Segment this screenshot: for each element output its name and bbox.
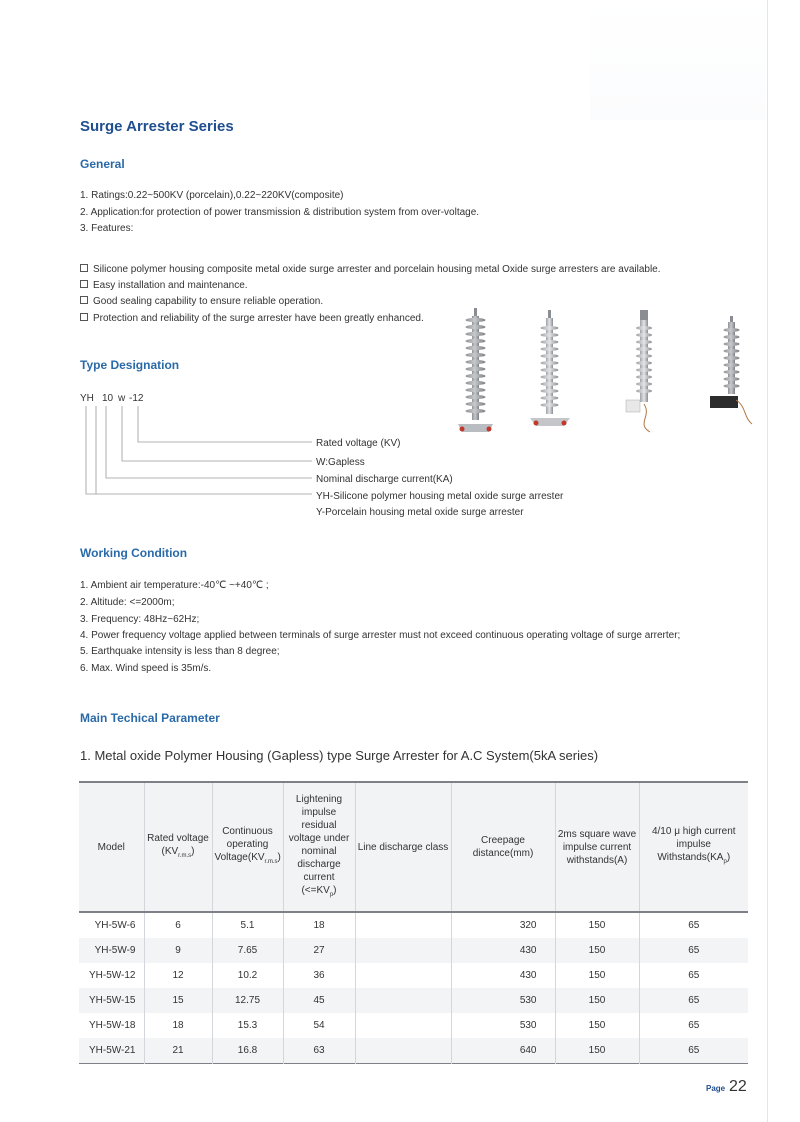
header-sub: p bbox=[329, 891, 334, 898]
cell-continuous: 16.8 bbox=[212, 1038, 283, 1064]
cell-lightening: 36 bbox=[283, 963, 355, 988]
header-line-discharge bbox=[355, 782, 451, 912]
code-part-12: -12 bbox=[129, 393, 144, 404]
header-text: Line discharge class bbox=[357, 841, 449, 853]
cell-high: 65 bbox=[639, 912, 748, 938]
table-row bbox=[79, 1038, 748, 1064]
designation-label-y: Y-Porcelain housing metal oxide surge arrester bbox=[316, 507, 524, 518]
table-header-row bbox=[79, 782, 748, 912]
feature-text: Easy installation and maintenance. bbox=[93, 280, 248, 291]
header-text: Creepage distance(mm) bbox=[472, 835, 534, 859]
table-row bbox=[79, 912, 748, 938]
header-square-wave bbox=[555, 782, 639, 912]
general-heading: General bbox=[80, 157, 125, 171]
arrester-4-image bbox=[710, 316, 752, 424]
header-model bbox=[79, 782, 144, 912]
arrester-3-image bbox=[626, 310, 652, 432]
cell-rated: 18 bbox=[144, 1013, 212, 1038]
cell-lightening: 45 bbox=[283, 988, 355, 1013]
header-model-text: Model bbox=[97, 841, 125, 853]
page-title: Surge Arrester Series bbox=[80, 118, 234, 135]
header-rated-voltage bbox=[144, 782, 212, 912]
header-text: 2ms square wave impulse current withstands(A) bbox=[557, 828, 637, 866]
header-text: ) bbox=[726, 852, 731, 863]
parameter-table bbox=[79, 781, 748, 1064]
condition-item: 6. Max. Wind speed is 35m/s. bbox=[80, 663, 212, 674]
header-text: (KV bbox=[161, 845, 179, 857]
surge-arrester-photos bbox=[440, 308, 760, 440]
cell-square: 150 bbox=[555, 912, 639, 938]
checkbox-icon bbox=[80, 264, 88, 272]
cell-lightening: 63 bbox=[283, 1038, 355, 1064]
cell-high: 65 bbox=[639, 1038, 748, 1064]
feature-item bbox=[80, 296, 323, 307]
cell-square: 150 bbox=[555, 938, 639, 963]
checkbox-icon bbox=[80, 313, 88, 321]
header-creepage bbox=[451, 782, 555, 912]
cell-rated: 12 bbox=[144, 963, 212, 988]
cell-model: YH-5W-6 bbox=[94, 920, 136, 931]
cell-line bbox=[355, 963, 451, 988]
feature-text: Silicone polymer housing composite metal oxide surge arrester and porcelain housing metal Oxide surge arresters are available. bbox=[93, 264, 661, 275]
cell-lightening: 54 bbox=[283, 1013, 355, 1038]
designation-label-nominal: Nominal discharge current(KA) bbox=[316, 474, 453, 485]
table-title: 1. Metal oxide Polymer Housing (Gapless) type Surge Arrester for A.C System(5kA series) bbox=[80, 748, 599, 763]
cell-square: 150 bbox=[555, 988, 639, 1013]
designation-connector-lines bbox=[80, 404, 320, 504]
cell-rated: 9 bbox=[144, 938, 212, 963]
header-sub: r.m.s bbox=[178, 852, 192, 859]
cell-lightening: 18 bbox=[283, 912, 355, 938]
header-high-current bbox=[639, 782, 748, 912]
cell-rated: 15 bbox=[144, 988, 212, 1013]
cell-model: YH-5W-15 bbox=[79, 988, 144, 1013]
header-text: ) bbox=[277, 852, 281, 863]
cell-line bbox=[355, 1013, 451, 1038]
table-row bbox=[79, 1013, 748, 1038]
page-label: Page bbox=[706, 1084, 726, 1093]
cell-model: YH-5W-9 bbox=[79, 938, 144, 963]
cell-creepage: 320 bbox=[451, 912, 555, 938]
header-text: ) bbox=[191, 845, 195, 857]
header-sub: r.m.s bbox=[264, 859, 278, 865]
cell-continuous: 10.2 bbox=[212, 963, 283, 988]
cell-line bbox=[355, 1038, 451, 1064]
arrester-1-image bbox=[458, 308, 493, 432]
general-item-3: 3. Features: bbox=[80, 223, 134, 234]
checkbox-icon bbox=[80, 280, 88, 288]
page-number: 22 bbox=[729, 1078, 747, 1095]
working-condition-heading: Working Condition bbox=[80, 546, 188, 560]
feature-text: Good sealing capability to ensure reliable operation. bbox=[93, 296, 324, 307]
header-text: Rated voltage bbox=[147, 832, 209, 844]
arrester-2-image bbox=[530, 310, 570, 426]
header-continuous-voltage bbox=[212, 782, 283, 912]
cell-continuous: 5.1 bbox=[212, 912, 283, 938]
cell-creepage: 640 bbox=[451, 1038, 555, 1064]
cell-creepage: 530 bbox=[451, 988, 555, 1013]
condition-item: 4. Power frequency voltage applied between terminals of surge arrester must not exceed continuous operating voltage of surge arrerter; bbox=[80, 630, 681, 641]
cell-high: 65 bbox=[639, 963, 748, 988]
cell-rated: 6 bbox=[144, 912, 212, 938]
page-edge-rule bbox=[767, 0, 768, 1122]
cell-model: YH-5W-18 bbox=[89, 1020, 136, 1031]
cell-continuous: 7.65 bbox=[212, 938, 283, 963]
header-text: Continuous operating Voltage(KV bbox=[214, 826, 273, 863]
cell-model: YH-5W-21 bbox=[79, 1038, 144, 1064]
cell-creepage: 430 bbox=[451, 938, 555, 963]
designation-label-gapless: W:Gapless bbox=[316, 457, 365, 468]
designation-label-yh: YH-Silicone polymer housing metal oxide surge arrester bbox=[316, 491, 564, 502]
cell-lightening: 27 bbox=[283, 938, 355, 963]
table-row bbox=[79, 938, 748, 963]
cell-high: 65 bbox=[639, 988, 748, 1013]
cell-line bbox=[355, 938, 451, 963]
header-lightening-impulse bbox=[283, 782, 355, 912]
feature-item bbox=[80, 313, 424, 324]
feature-text: Protection and reliability of the surge arrester have been greatly enhanced. bbox=[93, 313, 424, 324]
feature-item bbox=[80, 280, 248, 291]
header-shade bbox=[590, 0, 766, 120]
checkbox-icon bbox=[80, 296, 88, 304]
cell-creepage: 530 bbox=[451, 1013, 555, 1038]
header-text: Lightening impulse residual voltage under nominal discharge current (<=KV bbox=[288, 793, 350, 896]
code-part-10: 10 bbox=[102, 393, 114, 404]
general-item-1: 1. Ratings:0.22~500KV (porcelain),0.22~220KV(composite) bbox=[80, 190, 344, 201]
cell-square: 150 bbox=[555, 963, 639, 988]
main-parameter-heading: Main Techical Parameter bbox=[80, 711, 220, 725]
header-text: ) bbox=[333, 884, 337, 896]
cell-continuous: 12.75 bbox=[212, 988, 283, 1013]
header-sub: p bbox=[723, 859, 727, 865]
feature-item bbox=[80, 264, 661, 275]
cell-line bbox=[355, 988, 451, 1013]
designation-label-rated: Rated voltage (KV) bbox=[316, 438, 401, 449]
condition-item: 5. Earthquake intensity is less than 8 degree; bbox=[80, 646, 280, 657]
table-row bbox=[79, 988, 748, 1013]
cell-high: 65 bbox=[639, 1013, 748, 1038]
condition-item: 3. Frequency: 48Hz~62Hz; bbox=[80, 614, 200, 625]
general-item-2: 2. Application:for protection of power transmission & distribution system from over-voltage. bbox=[80, 207, 480, 218]
condition-item: 1. Ambient air temperature:-40℃ ~+40℃ ; bbox=[80, 580, 269, 591]
cell-rated: 21 bbox=[144, 1038, 212, 1064]
cell-line bbox=[355, 912, 451, 938]
cell-square: 150 bbox=[555, 1013, 639, 1038]
cell-continuous: 15.3 bbox=[212, 1013, 283, 1038]
code-part-yh: YH bbox=[80, 393, 94, 404]
table-row bbox=[79, 963, 748, 988]
code-part-w: w bbox=[118, 393, 126, 404]
cell-high: 65 bbox=[639, 938, 748, 963]
condition-item: 2. Altitude: <=2000m; bbox=[80, 597, 175, 608]
header-text: 4/10 μ high current impulse Withstands(KA bbox=[651, 826, 736, 863]
cell-square: 150 bbox=[555, 1038, 639, 1064]
cell-creepage: 430 bbox=[451, 963, 555, 988]
cell-model: YH-5W-12 bbox=[89, 970, 136, 981]
type-designation-heading: Type Designation bbox=[80, 358, 180, 372]
